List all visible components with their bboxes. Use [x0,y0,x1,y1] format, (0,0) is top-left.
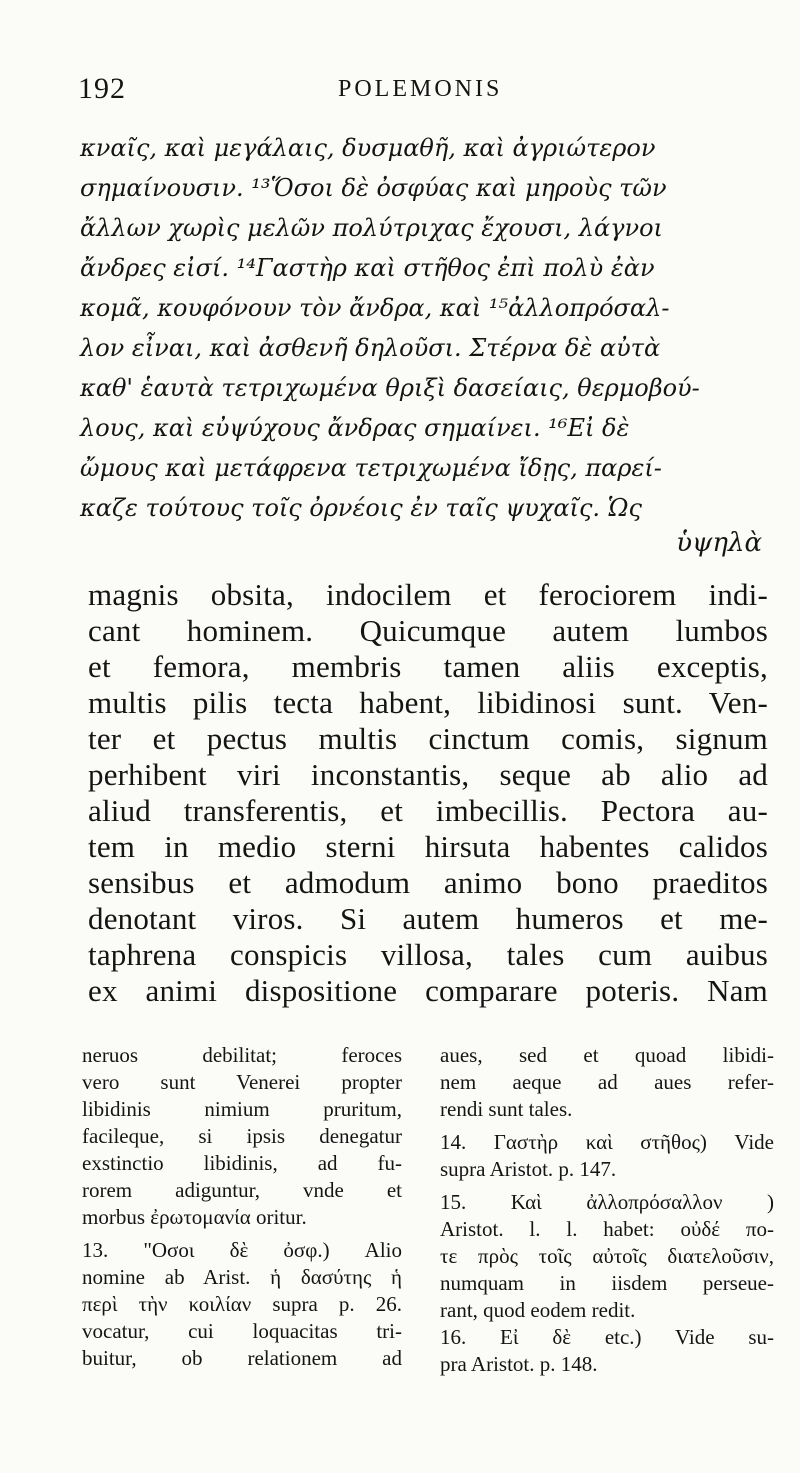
note-line: 14. Γαστὴρ καὶ στῆθος) Vide [440,1130,774,1154]
latin-line: magnis obsita, indocilem et ferociorem indi- [88,577,768,612]
page-header [78,72,758,112]
greek-line: λους, καὶ εὐψύχους ἄνδρας σημαίνει. ¹⁶Εἰ δὲ [80,414,630,442]
note-line: supra Aristot. p. 147. [440,1157,617,1181]
catch-word: ὑψηλὰ [676,528,762,558]
note-line: rorem adiguntur, vnde et [82,1178,402,1202]
note-line: nomine ab Arist. ἡ δασύτης ἡ [82,1265,402,1289]
note-line: pra Aristot. p. 148. [440,1352,598,1376]
note-line: vocatur, cui loquacitas tri- [82,1319,402,1343]
latin-line: tem in medio sterni hirsuta habentes calidos [88,829,768,864]
note-line: vero sunt Venerei propter [82,1070,402,1094]
note-line: numquam in iisdem perseue- [440,1271,774,1295]
page-number: 192 [78,72,126,105]
latin-line: cant hominem. Quicumque autem lumbos [88,613,768,648]
latin-line: multis pilis tecta habent, libidinosi sunt. Ven- [88,685,768,720]
greek-line: σημαίνουσιν. ¹³Ὅσοι δὲ ὀσφύας καὶ μηροὺς τῶν [80,174,667,202]
latin-line: denotant viros. Si autem humeros et me- [88,901,768,936]
latin-line: perhibent viri inconstantis, seque ab alio ad [88,757,768,792]
greek-line: κομᾶ, κουφόνουν τὸν ἄνδρα, καὶ ¹⁵ἀλλοπρόσαλ- [80,294,670,322]
latin-line: sensibus et admodum animo bono praeditos [88,865,768,900]
running-title: POLEMONIS [338,76,503,102]
greek-line: ὤμους καὶ μετάφρενα τετριχωμένα ἴδῃς, παρεί- [80,454,662,482]
greek-line: ἄνδρες εἰσί. ¹⁴Γαστὴρ καὶ στῆθος ἐπὶ πολὺ ἐὰν [80,254,655,282]
latin-line: ter et pectus multis cinctum comis, signum [88,721,768,756]
note-line: nem aeque ad aues refer- [440,1070,774,1094]
note-line: libidinis nimium pruritum, [82,1097,402,1121]
note-line: neruos debilitat; feroces [82,1043,402,1067]
note-line: τε πρὸς τοῖς αὐτοῖς διατελοῦσιν, [440,1244,774,1268]
latin-line: taphrena conspicis villosa, tales cum auibus [88,937,768,972]
latin-line: aliud transferentis, et imbecillis. Pectora au- [88,793,768,828]
latin-line: et femora, membris tamen aliis exceptis, [88,649,768,684]
note-line: rendi sunt tales. [440,1097,573,1121]
note-line: aues, sed et quoad libidi- [440,1043,774,1067]
greek-line: ἄλλων χωρὶς μελῶν πολύτριχας ἔχουσι, λάγνοι [80,214,663,242]
note-line: 13. "Οσοι δὲ ὀσφ.) Alio [82,1238,402,1262]
note-line: buitur, ob relationem ad [82,1346,402,1370]
note-line: 16. Εἰ δὲ etc.) Vide su- [440,1325,774,1349]
note-line: facileque, si ipsis denegatur [82,1124,402,1148]
note-line: Aristot. l. l. habet: οὐδέ πο- [440,1217,774,1241]
greek-line: καζε τούτους τοῖς ὀρνέοις ἐν ταῖς ψυχαῖς. Ὡς [80,494,642,522]
greek-line: κναῖς, καὶ μεγάλαις, δυσμαθῆ, καὶ ἀγριώτερον [80,134,656,162]
note-line: rant, quod eodem redit. [440,1298,636,1322]
greek-line: λον εἶναι, καὶ ἀσθενῆ δηλοῦσι. Στέρνα δὲ αὐτὰ [80,334,661,362]
note-line: morbus ἐρωτομανία oritur. [82,1205,307,1229]
greek-line: καθ' ἑαυτὰ τετριχωμένα θριξὶ δασείαις, θερμοβού- [80,374,700,402]
note-line: 15. Καὶ ἀλλοπρόσαλλον ) [440,1190,774,1214]
note-line: περὶ τὴν κοιλίαν supra p. 26. [82,1292,402,1316]
note-line: exstinctio libidinis, ad fu- [82,1151,402,1175]
latin-line: ex animi dispositione comparare poteris. Nam [88,973,768,1008]
